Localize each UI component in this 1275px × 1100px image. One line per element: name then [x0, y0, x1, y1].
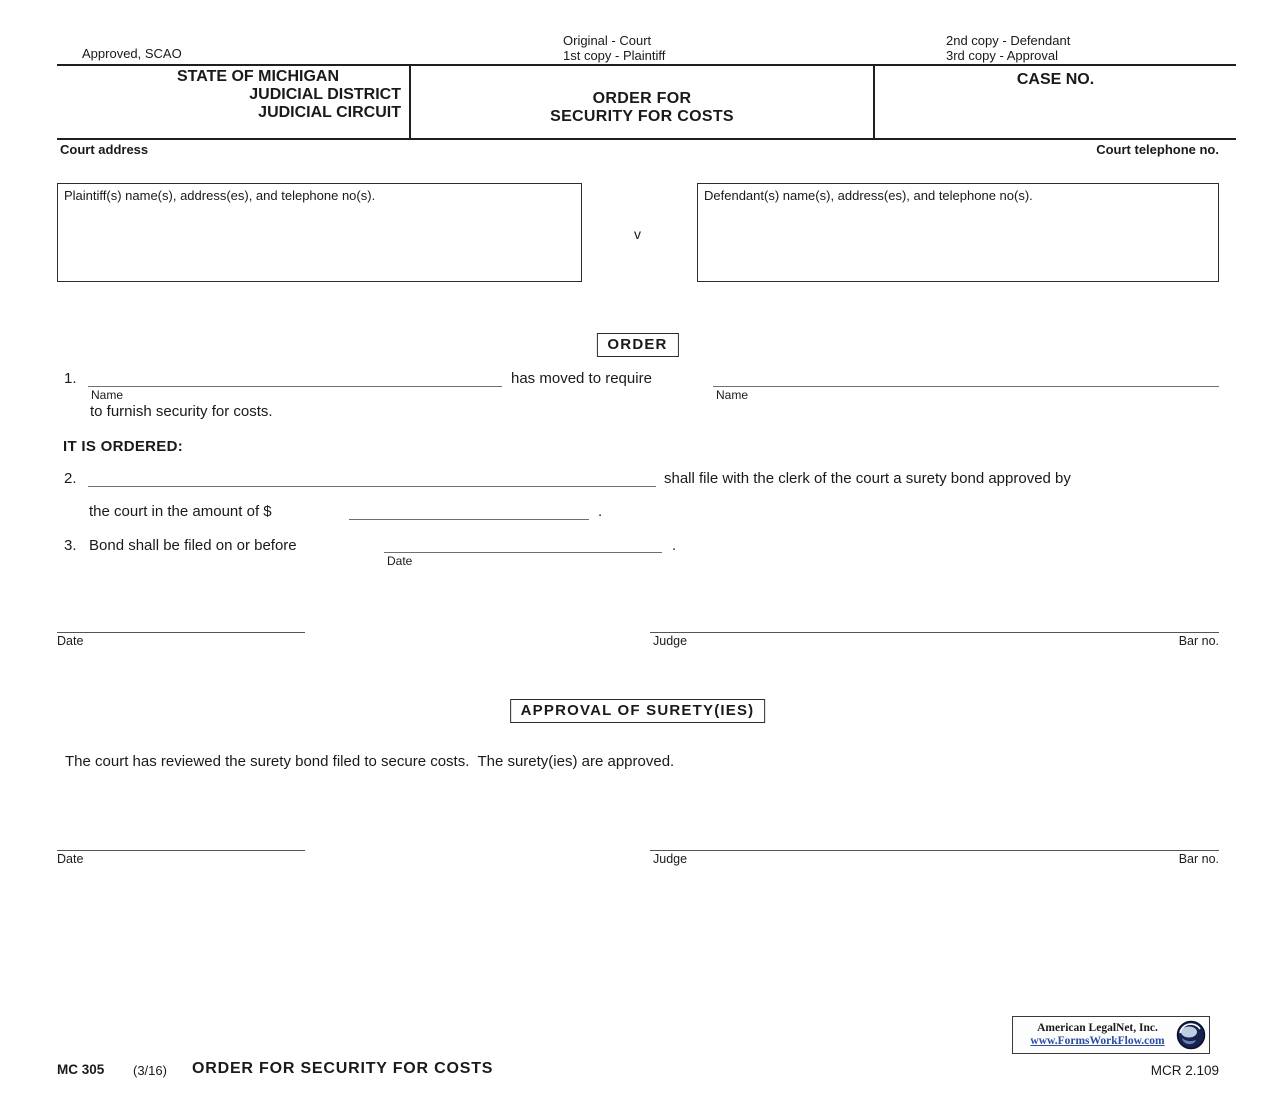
- item2-number: 2.: [64, 470, 77, 487]
- item1-number: 1.: [64, 370, 77, 387]
- form-title-cell: [411, 90, 873, 126]
- approval-section-title: APPROVAL OF SURETY(IES): [510, 699, 766, 723]
- case-number-cell[interactable]: [875, 71, 1236, 89]
- court-identity-cell: [57, 68, 401, 122]
- copy-line: Original - Court: [563, 33, 652, 48]
- plaintiff-box-label: Plaintiff(s) name(s), address(es), and telephone no(s).: [64, 188, 376, 203]
- item3-period: .: [672, 537, 677, 554]
- legalnet-name: American LegalNet, Inc.: [1037, 1022, 1158, 1034]
- date-label: Date: [387, 554, 413, 568]
- order-section-title: ORDER: [596, 333, 678, 357]
- order-judge-line[interactable]: [650, 632, 1219, 633]
- copy-line: 1st copy - Plaintiff: [563, 48, 666, 63]
- form-code: MC 305: [57, 1062, 105, 1077]
- state-label: STATE OF MICHIGAN: [176, 68, 339, 85]
- court-address-label: Court address: [60, 142, 149, 157]
- respondent-name-blank[interactable]: [713, 386, 1219, 387]
- judge-label: Judge: [653, 852, 688, 866]
- item3-number: 3.: [64, 537, 77, 554]
- date-label: Date: [57, 634, 84, 648]
- copies-column-2: [946, 33, 1070, 63]
- copies-column-1: [563, 33, 665, 63]
- it-is-ordered-heading: IT IS ORDERED:: [63, 438, 184, 455]
- plaintiff-box[interactable]: [57, 183, 582, 282]
- copy-line: 2nd copy - Defendant: [946, 33, 1071, 48]
- form-title-line2: SECURITY FOR COSTS: [550, 108, 734, 125]
- versus-label: v: [634, 226, 641, 242]
- legalnet-text: [1019, 1022, 1176, 1048]
- legalnet-url-link[interactable]: www.FormsWorkFlow.com: [1030, 1035, 1165, 1047]
- bar-no-label: Bar no.: [1178, 634, 1219, 648]
- caption-header: [57, 64, 1236, 140]
- judge-label: Judge: [653, 634, 688, 648]
- name-label: Name: [91, 388, 124, 402]
- mcr-citation: MCR 2.109: [1150, 1063, 1219, 1078]
- item2-text: shall file with the clerk of the court a surety bond approved by: [664, 470, 1071, 487]
- case-no-label: CASE NO.: [1016, 71, 1095, 88]
- item2-continuation: the court in the amount of $: [89, 503, 272, 520]
- copy-line: 3rd copy - Approval: [946, 48, 1059, 63]
- item1-text: has moved to require: [511, 370, 652, 387]
- defendant-box[interactable]: [697, 183, 1219, 282]
- court-telephone-label: Court telephone no.: [1096, 142, 1219, 157]
- filer-name-blank[interactable]: [88, 486, 656, 487]
- name-label: Name: [716, 388, 749, 402]
- item1-continuation: to furnish security for costs.: [90, 403, 273, 420]
- bond-date-blank[interactable]: [384, 552, 662, 553]
- globe-icon: [1176, 1020, 1206, 1050]
- legalnet-badge: [1012, 1016, 1210, 1054]
- form-title-footer: ORDER FOR SECURITY FOR COSTS: [192, 1060, 494, 1077]
- approval-statement: The court has reviewed the surety bond filed to secure costs. The surety(ies) are approved.: [65, 753, 675, 770]
- defendant-box-label: Defendant(s) name(s), address(es), and telephone no(s).: [704, 188, 1033, 203]
- order-date-line[interactable]: [57, 632, 305, 633]
- judicial-circuit-label: JUDICIAL CIRCUIT: [258, 104, 401, 121]
- item3-text: Bond shall be filed on or before: [89, 537, 297, 554]
- form-revision: (3/16): [133, 1063, 167, 1078]
- approval-date-line[interactable]: [57, 850, 305, 851]
- movant-name-blank[interactable]: [88, 386, 502, 387]
- date-label: Date: [57, 852, 84, 866]
- bar-no-label: Bar no.: [1178, 852, 1219, 866]
- approval-judge-line[interactable]: [650, 850, 1219, 851]
- judicial-district-label: JUDICIAL DISTRICT: [249, 86, 401, 103]
- approved-scao-label: Approved, SCAO: [82, 46, 182, 61]
- form-title-line1: ORDER FOR: [592, 90, 692, 107]
- amount-blank[interactable]: [349, 519, 589, 520]
- item2-period: .: [598, 503, 603, 520]
